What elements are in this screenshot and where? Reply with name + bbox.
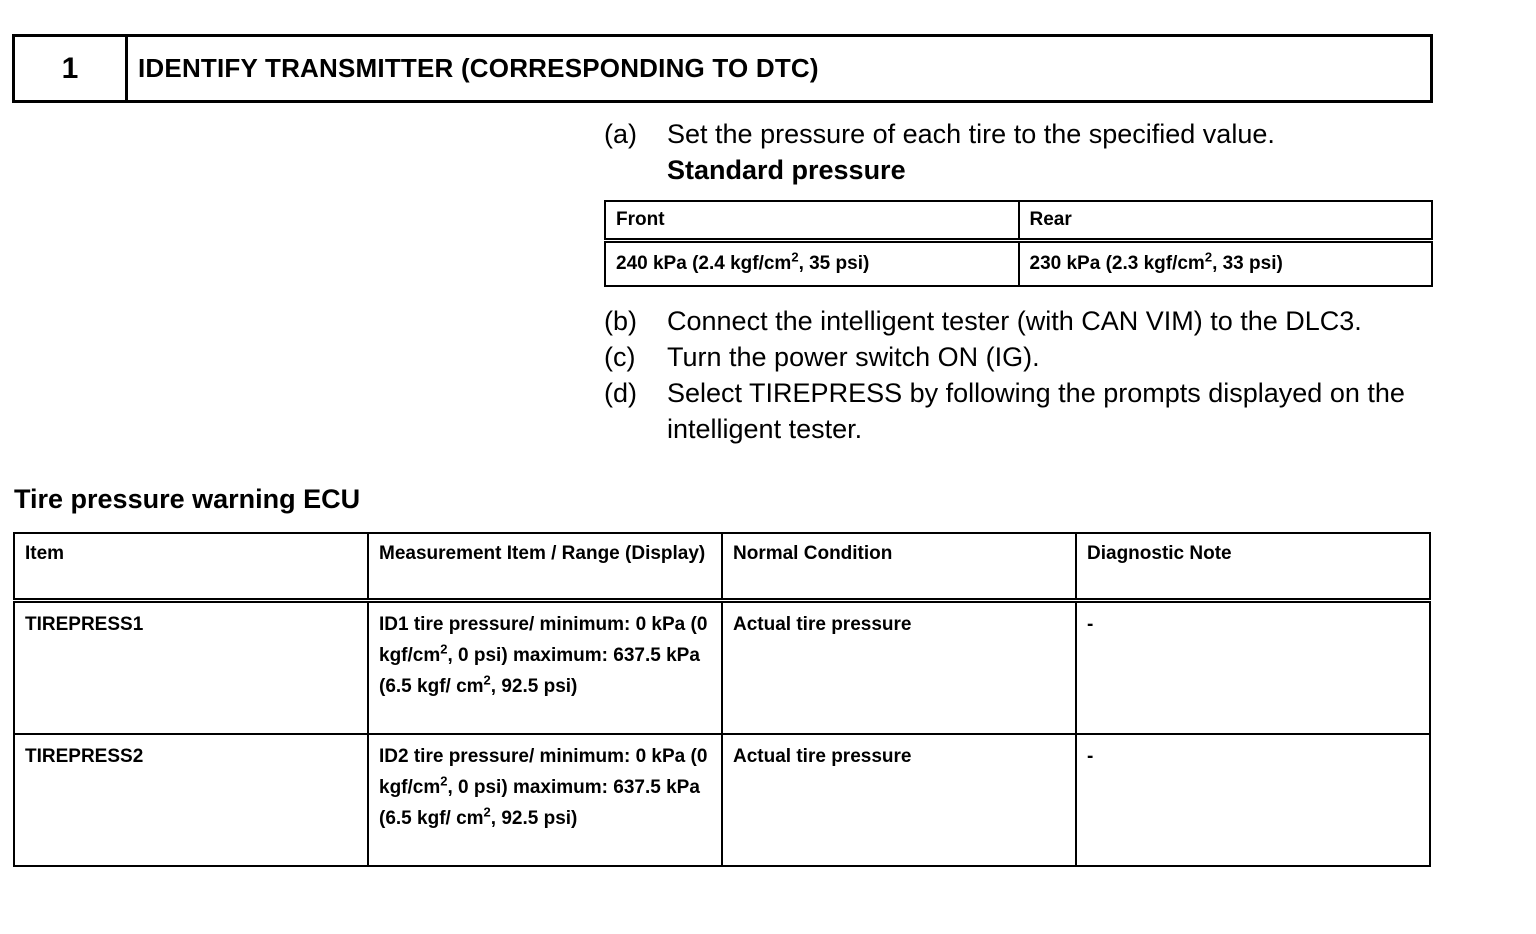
ecu-table-header-row [14, 533, 1430, 601]
instruction-a-label: (a) [604, 119, 637, 149]
pressure-table-header-row [605, 201, 1432, 241]
cell-diagnostic-note: - [1076, 734, 1430, 866]
instructions-bcd [604, 303, 1424, 447]
cell-measurement: ID2 tire pressure/ minimum: 0 kPa (0 kgf/$cm^2$, 0 psi) maximum: 637.5 kPa (6.5 kgf/ $cm^2$, 92.5 psi) [368, 734, 722, 866]
instruction-a-text: Set the pressure of each tire to the specified value. [667, 119, 1275, 149]
cell-diagnostic-note: - [1076, 601, 1430, 735]
ecu-section-title: Tire pressure warning ECU [14, 484, 361, 514]
instruction-d [604, 375, 1424, 447]
header-diagnostic-note: Diagnostic Note [1076, 533, 1430, 601]
cell-measurement: ID1 tire pressure/ minimum: 0 kPa (0 kgf/$cm^2$, 0 psi) maximum: 637.5 kPa (6.5 kgf/ $cm^2$, 92.5 psi) [368, 601, 722, 735]
cell-normal-condition: Actual tire pressure [722, 601, 1076, 735]
cell-normal-condition: Actual tire pressure [722, 734, 1076, 866]
pressure-header-front: Front [605, 201, 1019, 241]
standard-pressure-title: Standard pressure [667, 155, 906, 185]
standard-pressure-table [604, 200, 1433, 287]
header-normal-condition: Normal Condition [722, 533, 1076, 601]
instruction-b [604, 303, 1424, 339]
header-item: Item [14, 533, 368, 601]
instruction-d-text: Select TIREPRESS by following the prompts displayed on the intelligent tester. [667, 378, 1405, 444]
instruction-b-text: Connect the intelligent tester (with CAN VIM) to the DLC3. [667, 306, 1362, 336]
table-row [14, 601, 1430, 735]
instruction-c [604, 339, 1424, 375]
pressure-table-row [605, 241, 1432, 287]
instruction-a [604, 116, 1434, 188]
step-header [12, 34, 1433, 103]
table-row [14, 734, 1430, 866]
instruction-d-label: (d) [604, 378, 637, 408]
cell-item: TIREPRESS2 [14, 734, 368, 866]
instruction-c-text: Turn the power switch ON (IG). [667, 342, 1040, 372]
pressure-rear-value: 230 kPa (2.3 kgf/$cm^2$, 33 psi) [1019, 241, 1433, 287]
pressure-header-rear: Rear [1019, 201, 1433, 241]
instruction-b-label: (b) [604, 306, 637, 336]
cell-item: TIREPRESS1 [14, 601, 368, 735]
step-number: 1 [15, 37, 128, 100]
header-measurement: Measurement Item / Range (Display) [368, 533, 722, 601]
step-title: IDENTIFY TRANSMITTER (CORRESPONDING TO DTC) [138, 53, 819, 83]
pressure-front-value: 240 kPa (2.4 kgf/$cm^2$, 35 psi) [605, 241, 1019, 287]
ecu-data-table [13, 532, 1431, 867]
instruction-c-label: (c) [604, 342, 636, 372]
